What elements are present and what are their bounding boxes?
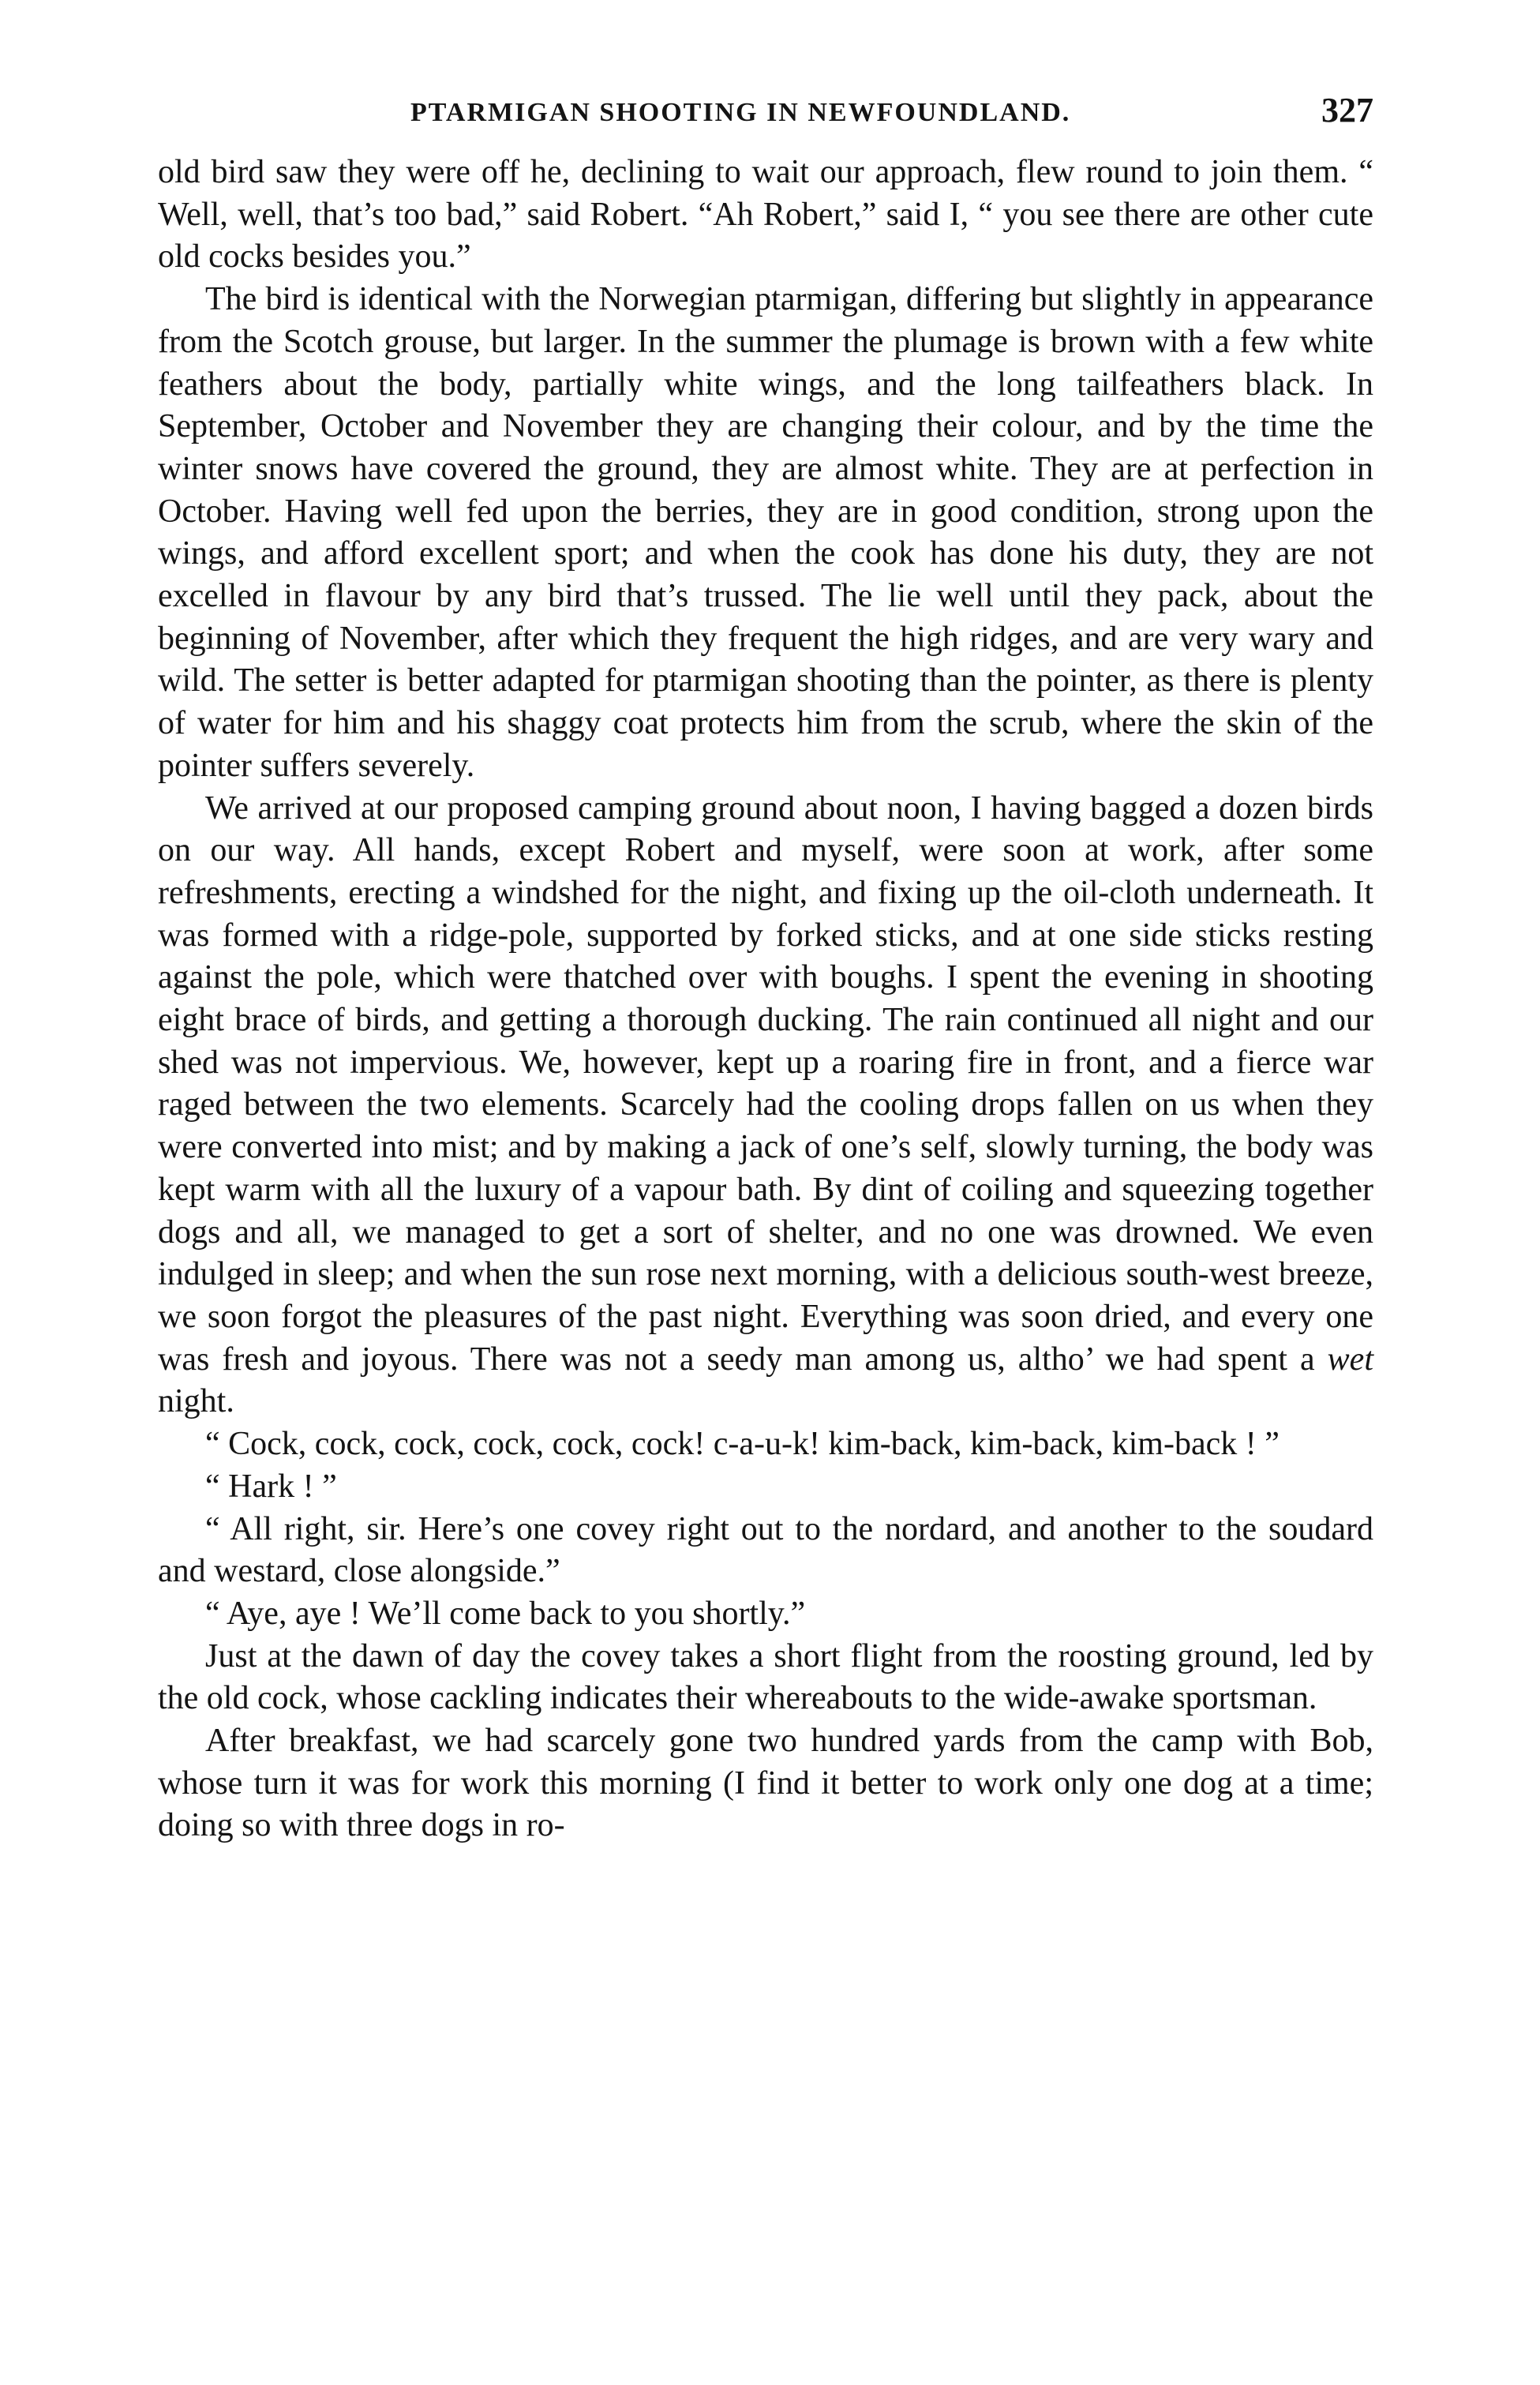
dialogue-cock-call: “ Cock, cock, cock, cock, cock, cock! c-a-u-k! kim-back, kim-back, kim-back ! ” — [205, 1426, 1280, 1463]
paragraph-breakfast: After breakfast, we had scarcely gone two hundred yards from the camp with Bob, whose turn it was for work this morning (I find it better to work only one dog at a time; doing so with three dogs in ro- — [158, 1723, 1373, 1844]
body-text — [158, 152, 1373, 1847]
paragraph-1: old bird saw they were off he, declining to wait our approach, flew round to join them. “ Well, well, that’s too bad,” said Robert. “Ah Robert,” said I, “ you see there are other cute old cocks besides you.” — [158, 154, 1373, 276]
italic-word: wet — [1327, 1341, 1373, 1378]
page-number: 327 — [1321, 91, 1373, 129]
book-page — [158, 87, 1373, 1847]
paragraph-3-end: night. — [158, 1383, 234, 1420]
dialogue-aye-aye: “ Aye, aye ! We’ll come back to you shortly.” — [205, 1595, 806, 1632]
page-header — [158, 87, 1373, 134]
paragraph-3 — [158, 788, 1373, 1424]
paragraph-dawn: Just at the dawn of day the covey takes a short flight from the roosting ground, led by the old cock, whose cackling indicates their whereabouts to the wide-awake sportsman. — [158, 1637, 1373, 1717]
dialogue-all-right: “ All right, sir. Here’s one covey right out to the nordard, and another to the soudard and westard, close alongside.” — [158, 1510, 1373, 1590]
paragraph-3-text: We arrived at our proposed camping ground about noon, I having bagged a dozen birds on our way. All hands, except Robert and myself, were soon at work, after some refreshments, erecting a windshed for the night, and fixing up the oil-cloth underneath. It was formed with a ridge-pole, supported by forked sticks, and at one side sticks resting against the pole, which were thatched over with boughs. I spent the evening in shooting eight brace of birds, and getting a thorough ducking. The rain continued all night and our shed was not impervious. We, however, kept up a roaring fire in front, and a fierce war raged between the two elements. Scarcely had the cooling drops fallen on us when they were converted into mist; and by making a jack of one’s self, slowly turning, the body was kept warm with all the luxury of a vapour bath. By dint of coiling and squeezing together dogs and all, we managed to get a sort of shelter, and no one was drowned. We even indulged in sleep; and when the sun rose next morning, with a delicious south-west breeze, we soon forgot the pleasures of the past night. Everything was soon dried, and every one was fresh and joyous. There was not a seedy man among us, altho’ we had spent a — [158, 789, 1373, 1378]
paragraph-2: The bird is identical with the Norwegian ptarmigan, differing but slightly in appearance from the Scotch grouse, but larger. In the summer the plumage is brown with a few white feathers about the body, partially white wings, and the long tailfeathers black. In September, October and November they are changing their colour, and by the time the winter snows have covered the ground, they are almost white. They are at perfection in October. Having well fed upon the berries, they are in good condition, strong upon the wings, and afford excellent sport; and when the cook has done his duty, they are not excelled in flavour by any bird that’s trussed. The lie well until they pack, about the beginning of November, after which they frequent the high ridges, and are very wary and wild. The setter is better adapted for ptarmigan shooting than the pointer, as there is plenty of water for him and his shaggy coat protects him from the scrub, where the skin of the pointer suffers severely. — [158, 281, 1373, 784]
running-title: PTARMIGAN SHOOTING IN NEWFOUNDLAND. — [410, 98, 1071, 127]
dialogue-hark: “ Hark ! ” — [205, 1468, 337, 1505]
